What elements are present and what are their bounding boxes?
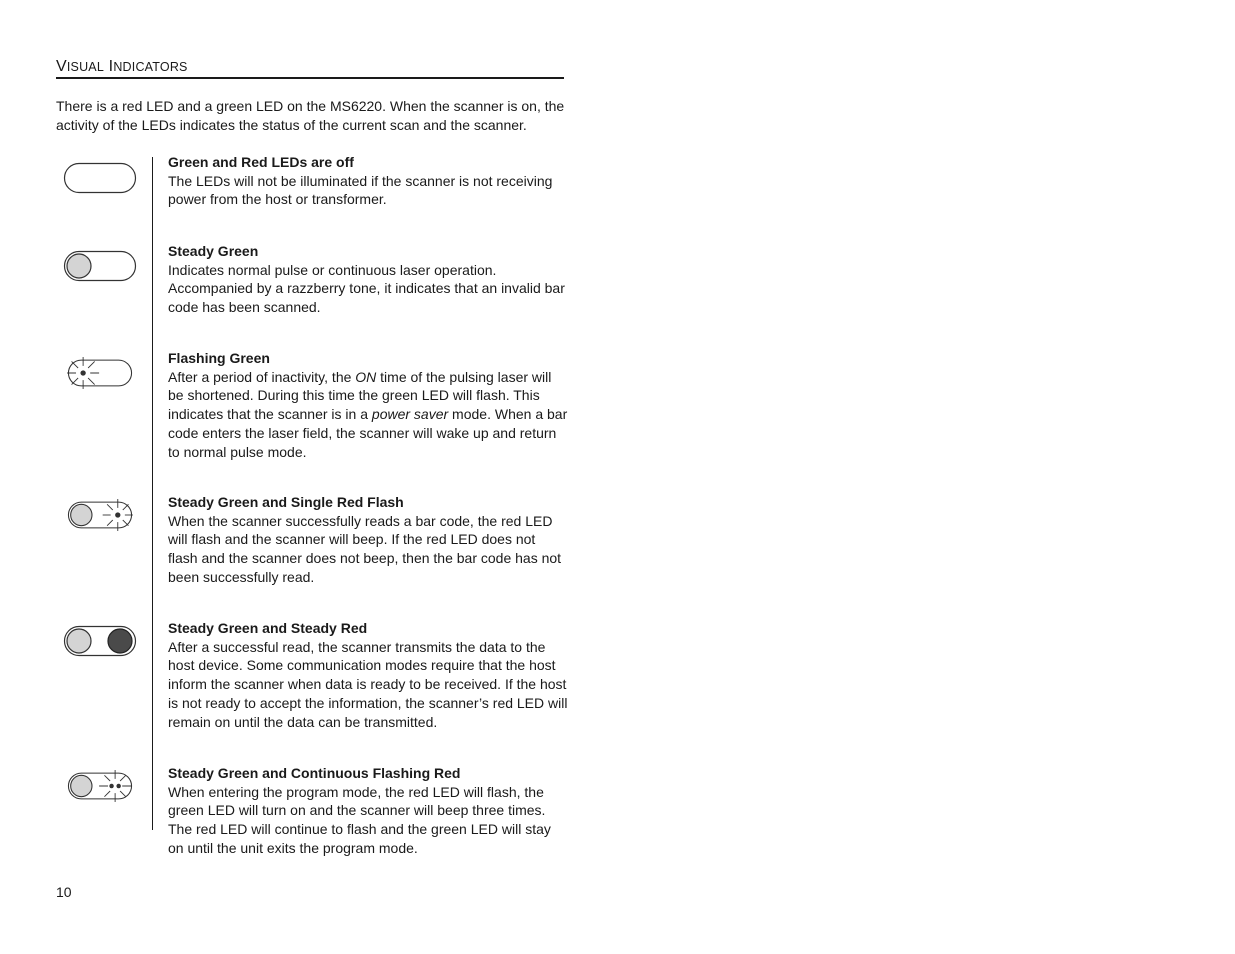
- heading-word-visual-rest: ISUAL: [66, 60, 105, 74]
- body-text: time of the pulsing laser will be shortened. During this time the green LED will flash. This indicates that the scanner is in a: [168, 368, 552, 423]
- heading-word-indicators-rest: NDICATORS: [113, 60, 188, 74]
- item-body: [168, 368, 568, 462]
- item-body: When the scanner successfully reads a bar code, the red LED will flash and the scanner will beep. If the red LED does not flash and the scanner does not beep, then the bar code has not been successfully read.: [168, 512, 562, 585]
- led-green-red-steady-icon: [63, 625, 137, 657]
- item-title: Steady Green and Steady Red: [168, 620, 368, 636]
- heading-initial-i: I: [108, 58, 114, 75]
- item-title: Steady Green and Single Red Flash: [168, 494, 404, 510]
- item-title: Steady Green and Continuous Flashing Red: [168, 765, 461, 781]
- indicator-item-off: [168, 153, 568, 209]
- intro-paragraph: There is a red LED and a green LED on the MS6220. When the scanner is on, the activity of the LEDs indicates the status of the current scan and the scanner.: [56, 98, 565, 133]
- item-title: Steady Green: [168, 243, 259, 259]
- led-flashing-green-icon: [63, 357, 137, 389]
- led-green-red-flash-icon: [63, 499, 137, 531]
- indicator-item-green-red-flash: [168, 493, 568, 587]
- indicator-item-flashing-green: [168, 349, 568, 461]
- led-steady-green-icon: [63, 250, 137, 282]
- body-text: After a period of inactivity, the: [168, 368, 356, 385]
- led-both-off-icon: [63, 162, 137, 194]
- vertical-divider: [152, 157, 153, 830]
- indicator-item-steady-green: [168, 242, 568, 317]
- item-title: Flashing Green: [168, 350, 270, 366]
- body-emphasis-power-saver: power saver: [371, 406, 449, 423]
- indicator-item-green-red-continuous: [168, 764, 568, 858]
- body-text: mode. When a bar code enters the laser field, the scanner will wake up and return to normal pulse mode.: [168, 406, 568, 460]
- item-body: When entering the program mode, the red LED will flash, the green LED will turn on and the scanner will beep three times. The red LED will continue to flash and the green LED will stay on until the unit exits the program mode.: [168, 783, 551, 856]
- heading-initial-v: V: [56, 58, 67, 75]
- item-title: Green and Red LEDs are off: [168, 154, 354, 170]
- indicator-item-green-red-steady: [168, 619, 568, 731]
- item-body: Indicates normal pulse or continuous laser operation. Accompanied by a razzberry tone, it indicates that an invalid bar code has been scanned.: [168, 261, 565, 316]
- led-green-red-continuous-flash-icon: [63, 770, 137, 802]
- section-heading: [56, 58, 564, 79]
- body-emphasis-on: ON: [355, 368, 377, 385]
- item-body: After a successful read, the scanner transmits the data to the host device. Some communication modes require that the host inform the scanner when data is ready to be received. If the host is not ready to accept the information, the scanner’s red LED will remain on until the data can be transmitted.: [168, 638, 568, 730]
- item-body: The LEDs will not be illuminated if the scanner is not receiving power from the host or transformer.: [168, 172, 553, 208]
- page-number: 10: [56, 884, 72, 900]
